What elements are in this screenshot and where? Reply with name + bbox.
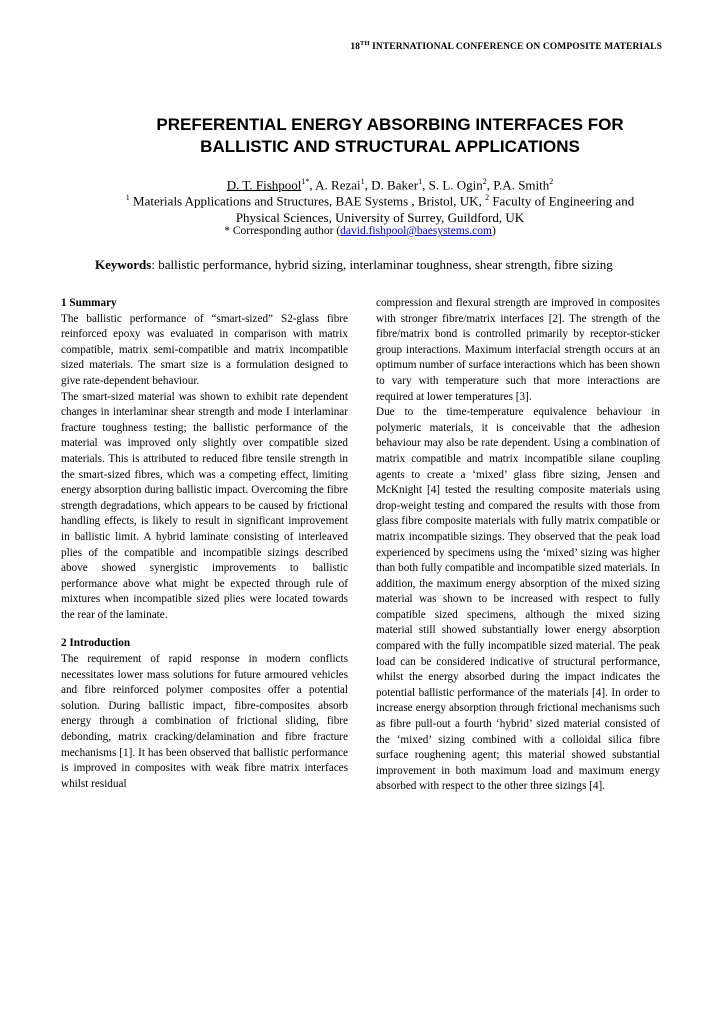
author-3: , D. Baker: [364, 177, 419, 193]
conference-header: 18TH INTERNATIONAL CONFERENCE ON COMPOSITE MATERIALS: [350, 40, 662, 53]
paragraph: compression and flexural strength are improved in composites with stronger fibre/matrix interfaces [2]. The strength of the fibre/matrix bond is controlled primarily by receptor-sticker group interactions. Maximum interfacial strength occurs at an optimum number of surface interactions which has been shown to vary with temperature such that more interactions are required at lower temperatures [3].: [376, 297, 660, 403]
right-column: [376, 296, 660, 795]
email-link[interactable]: david.fishpool@baesystems.com: [340, 225, 492, 237]
keywords: Keywords: ballistic performance, hybrid sizing, interlaminar toughness, shear strength, fibre sizing: [95, 257, 613, 272]
keywords-text: ballistic performance, hybrid sizing, interlaminar toughness, shear strength, fibre sizing: [158, 257, 613, 272]
section-heading-introduction: 2 Introduction: [61, 637, 131, 650]
corresponding-author: * Corresponding author (david.fishpool@baesystems.com): [224, 225, 496, 237]
keywords-label: Keywords: [95, 257, 152, 272]
author-2: , A. Rezai: [309, 177, 361, 193]
author-4: , S. L. Ogin: [422, 177, 483, 193]
paragraph: Due to the time-temperature equivalence behaviour in polymeric materials, it is conceivable that the adhesion behaviour may also be rate dependent. Using a combination of matrix compatible and matrix incompatible silane coupling agents to create a ‘mixed’ glass fibre sizing, Jensen and McKnight [4] tested the resulting composite materials using drop-weight testing and compared the results with those from glass fibre composite materials with fully matrix compatible or matrix incompatible sizings. They observed that the peak load experienced by specimens using the ‘mixed’ sizing was higher than both fully compatible and incompatible sized materials. In addition, the maximum energy absorption of the mixed sizing material was shown to be increased with respect to fully compatible sized specimens, although the mixed sizing material still showed substantially lower energy absorption compared with the fully incompatible sized material. The peak load can be considered indicative of structural performance, whilst the energy absorbed during the impact indicates the potential ballistic performance of the materials [4]. In order to increase energy absorption through frictional mechanisms such as fibre pull-out a fourth ‘hybrid’ sized material consisted of the ‘mixed’ sizing combined with a colloidal silica fibre surface roughening agent; this material showed substantial improvement in both maximum load and maximum energy absorbed with respect to the other three sizings [4].: [376, 406, 660, 793]
paragraph: The requirement of rapid response in modern conflicts necessitates lower mass solutions for future armoured vehicles and fibre reinforced polymer composites offer a potential solution. During ballistic impact, fibre-composites absorb energy through a combination of frictional sliding, fibre debonding, matrix cracking/delamination and fibre fracture mechanisms [1]. It has been observed that ballistic performance is improved in composites with weak fibre matrix interfaces whilst residual: [61, 653, 348, 790]
title-line-2: BALLISTIC AND STRUCTURAL APPLICATIONS: [200, 137, 580, 156]
author-list: D. T. Fishpool$^{1*}$, A. Rezai$^1$, D. Baker$^1$, S. L. Ogin$^2$, P.A. Smith$^2$: [226, 177, 554, 193]
left-column: [61, 296, 348, 792]
section-heading-summary: 1 Summary: [61, 297, 117, 309]
author-1: D. T. Fishpool: [226, 177, 302, 193]
paper-title: [60, 114, 720, 158]
affiliations: $^1$ Materials Applications and Structures, BAE Systems , Bristol, UK, $^2$ Faculty of Engineering and Physical Sciences, University of Surrey, Guildford, UK: [125, 193, 635, 226]
paragraph: The ballistic performance of “smart-sized” S2-glass fibre reinforced epoxy was evaluated in comparison with matrix compatible, matrix semi-compatible and matrix incompatible sized materials. The smart size is a formulation designed to give rate-dependent behaviour.: [61, 312, 348, 387]
paragraph: The smart-sized material was shown to exhibit rate dependent changes in interlaminar shear strength and mode I interlaminar fracture toughness testing; the ballistic performance of the material was improved only slightly over compatible sized materials. This is attributed to reduced fibre tensile strength in the smart-sized fibres, which was a competing effect, limiting energy absorption during ballistic impact. Overcoming the fibre strength degradations, which appears to be caused by frictional handling effects, is likely to result in significant improvement in ballistic limit. A hybrid laminate consisting of interleaved plies of the compatible and incompatible sizings described above showed synergistic improvements to ballistic performance above what might be expected through rule of mixtures when incompatible sized plies were located towards the rear of the laminate.: [61, 390, 348, 621]
title-line-1: PREFERENTIAL ENERGY ABSORBING INTERFACES FOR: [156, 115, 624, 134]
author-5: , P.A. Smith: [486, 177, 550, 193]
